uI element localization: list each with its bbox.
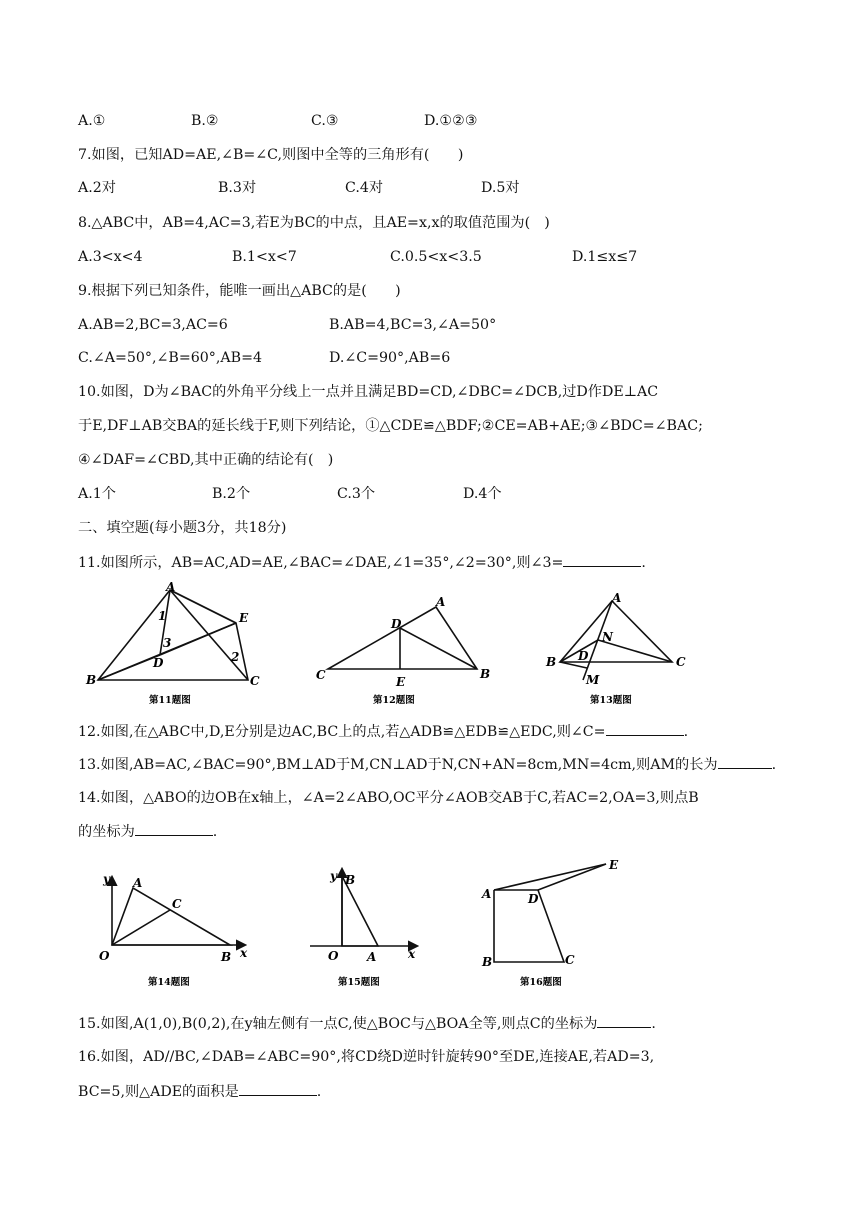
- q8-option-a: A.3<x<4: [78, 249, 143, 265]
- q9-text: 9.根据下列已知条件，能唯一画出△ABC的是( ): [78, 283, 401, 299]
- fig14-axis-y: y: [103, 872, 110, 886]
- q14-line1: 14.如图，△ABO的边OB在x轴上，∠A=2∠ABO,OC平分∠AOB交AB于C,若AC=2,OA=3,则点B: [78, 790, 699, 806]
- q6-option-a: A.①: [78, 113, 106, 129]
- fig13-point-n: N: [602, 630, 613, 644]
- fig14-axis-x: x: [240, 946, 248, 960]
- q9-option-b: B.AB=4,BC=3,∠A=50°: [329, 317, 497, 333]
- fig11-label-2: 2: [231, 650, 240, 664]
- fig12-point-d: D: [391, 617, 402, 631]
- fig11-label-1: 1: [158, 609, 167, 623]
- q6-option-b: B.②: [191, 113, 219, 129]
- figure-15: [310, 870, 416, 946]
- q10-option-b: B.2个: [212, 486, 251, 502]
- q15-text: 15.如图,A(1,0),B(0,2),在y轴左侧有一点C,使△BOC与△BOA全等,则点C的坐标为 .: [78, 1013, 656, 1034]
- q10-line2: 于E,DF⊥AB交BA的延长线于F,则下列结论，①△CDE≌△BDF;②CE=AB+AE;③∠BDC=∠BAC;: [78, 418, 703, 434]
- q11-text-body: 11.如图所示，AB=AC,AD=AE,∠BAC=∠DAE,∠1=35°,∠2=30°,则∠3=: [78, 555, 564, 571]
- fig16-caption: 第16题图: [520, 977, 562, 988]
- fig13-caption: 第13题图: [590, 695, 632, 706]
- fig14-point-a: A: [133, 876, 143, 890]
- q10-option-d: D.4个: [463, 486, 502, 502]
- fig16-point-a: A: [482, 887, 492, 901]
- q12-text-body: 12.如图,在△ABC中,D,E分别是边AC,BC上的点,若△ADB≌△EDB≌△EDC,则∠C=: [78, 724, 606, 740]
- fig15-point-a: A: [367, 950, 377, 964]
- q11-text: 11.如图所示，AB=AC,AD=AE,∠BAC=∠DAE,∠1=35°,∠2=30°,则∠3= .: [78, 552, 646, 573]
- figure-13: [560, 601, 672, 680]
- answer-blank[interactable]: [597, 1013, 651, 1028]
- q7-option-d: D.5对: [481, 180, 520, 196]
- fig15-axis-x: x: [408, 947, 416, 961]
- fig15-origin: O: [328, 949, 339, 963]
- fig16-point-b: B: [482, 955, 493, 969]
- q10-option-a: A.1个: [78, 486, 116, 502]
- fig14-origin: O: [99, 949, 110, 963]
- q12-text: 12.如图,在△ABC中,D,E分别是边AC,BC上的点,若△ADB≌△EDB≌△EDC,则∠C= .: [78, 721, 688, 742]
- q8-option-b: B.1<x<7: [232, 249, 297, 265]
- fig11-point-c: C: [250, 674, 260, 688]
- fig13-point-a: A: [612, 591, 622, 605]
- q8-option-d: D.1≤x≤7: [572, 249, 638, 265]
- q13-text: 13.如图,AB=AC,∠BAC=90°,BM⊥AD于M,CN⊥AD于N,CN+AN=8cm,MN=4cm,则AM的长为 .: [78, 754, 776, 775]
- fig13-point-d: D: [578, 649, 589, 663]
- fig12-point-a: A: [436, 595, 446, 609]
- fig11-point-a: A: [166, 580, 176, 594]
- q14-line2-body: 的坐标为: [78, 824, 135, 840]
- q6-option-d: D.①②③: [424, 113, 478, 129]
- q7-option-c: C.4对: [345, 180, 384, 196]
- fig15-caption: 第15题图: [338, 977, 380, 988]
- figure-14: [112, 878, 244, 945]
- q7-option-a: A.2对: [78, 180, 116, 196]
- fig16-point-c: C: [565, 953, 575, 967]
- q10-line3: ④∠DAF=∠CBD,其中正确的结论有( ): [78, 452, 334, 468]
- q9-option-a: A.AB=2,BC=3,AC=6: [78, 317, 228, 333]
- fig13-point-c: C: [676, 655, 686, 669]
- q15-text-body: 15.如图,A(1,0),B(0,2),在y轴左侧有一点C,使△BOC与△BOA全等,则点C的坐标为: [78, 1016, 598, 1032]
- q10-option-c: C.3个: [337, 486, 376, 502]
- fig16-point-d: D: [528, 892, 539, 906]
- q16-line1: 16.如图，AD//BC,∠DAB=∠ABC=90°,将CD绕D逆时针旋转90°至DE,连接AE,若AD=3,: [78, 1049, 655, 1065]
- q14-line2: 的坐标为 .: [78, 821, 217, 842]
- q16-line2-body: BC=5,则△ADE的面积是: [78, 1084, 239, 1100]
- q7-option-b: B.3对: [218, 180, 257, 196]
- fig11-label-3: 3: [163, 636, 172, 650]
- fig16-point-e: E: [609, 858, 619, 872]
- fig12-caption: 第12题图: [373, 695, 415, 706]
- figure-11: [98, 590, 248, 680]
- q9-option-c: C.∠A=50°,∠B=60°,AB=4: [78, 350, 262, 366]
- fig11-point-b: B: [86, 673, 97, 687]
- figure-16: [494, 864, 606, 962]
- figures-row-1: [0, 576, 860, 712]
- q16-line2: BC=5,则△ADE的面积是 .: [78, 1081, 321, 1102]
- q10-line1: 10.如图，D为∠BAC的外角平分线上一点并且满足BD=CD,∠DBC=∠DCB,过D作DE⊥AC: [78, 384, 659, 400]
- answer-blank[interactable]: [563, 552, 641, 567]
- fig15-point-b: B: [345, 873, 356, 887]
- fig11-point-e: E: [239, 611, 249, 625]
- answer-blank[interactable]: [718, 754, 772, 769]
- answer-blank[interactable]: [135, 821, 213, 836]
- answer-blank[interactable]: [606, 721, 684, 736]
- fig12-point-b: B: [480, 667, 491, 681]
- section-heading: 二、填空题(每小题3分，共18分): [78, 520, 287, 536]
- figures-row-2: [0, 856, 860, 996]
- q8-option-c: C.0.5<x<3.5: [390, 249, 482, 265]
- fig13-point-b: B: [546, 655, 557, 669]
- figure-12: [328, 607, 477, 669]
- q7-text: 7.如图，已知AD=AE,∠B=∠C,则图中全等的三角形有( ): [78, 147, 464, 163]
- fig14-point-c: C: [172, 897, 182, 911]
- q8-text: 8.△ABC中，AB=4,AC=3,若E为BC的中点，且AE=x,x的取值范围为( ): [78, 215, 550, 231]
- answer-blank[interactable]: [239, 1081, 317, 1096]
- q9-option-d: D.∠C=90°,AB=6: [329, 350, 451, 366]
- fig11-caption: 第11题图: [149, 695, 191, 706]
- fig15-axis-y: y: [330, 869, 337, 883]
- fig14-point-b: B: [221, 950, 232, 964]
- q13-text-body: 13.如图,AB=AC,∠BAC=90°,BM⊥AD于M,CN⊥AD于N,CN+AN=8cm,MN=4cm,则AM的长为: [78, 757, 718, 773]
- q6-option-c: C.③: [311, 113, 339, 129]
- fig12-point-e: E: [396, 675, 406, 689]
- fig13-point-m: M: [586, 673, 600, 687]
- fig14-caption: 第14题图: [148, 977, 190, 988]
- fig11-point-d: D: [153, 656, 164, 670]
- fig12-point-c: C: [316, 668, 326, 682]
